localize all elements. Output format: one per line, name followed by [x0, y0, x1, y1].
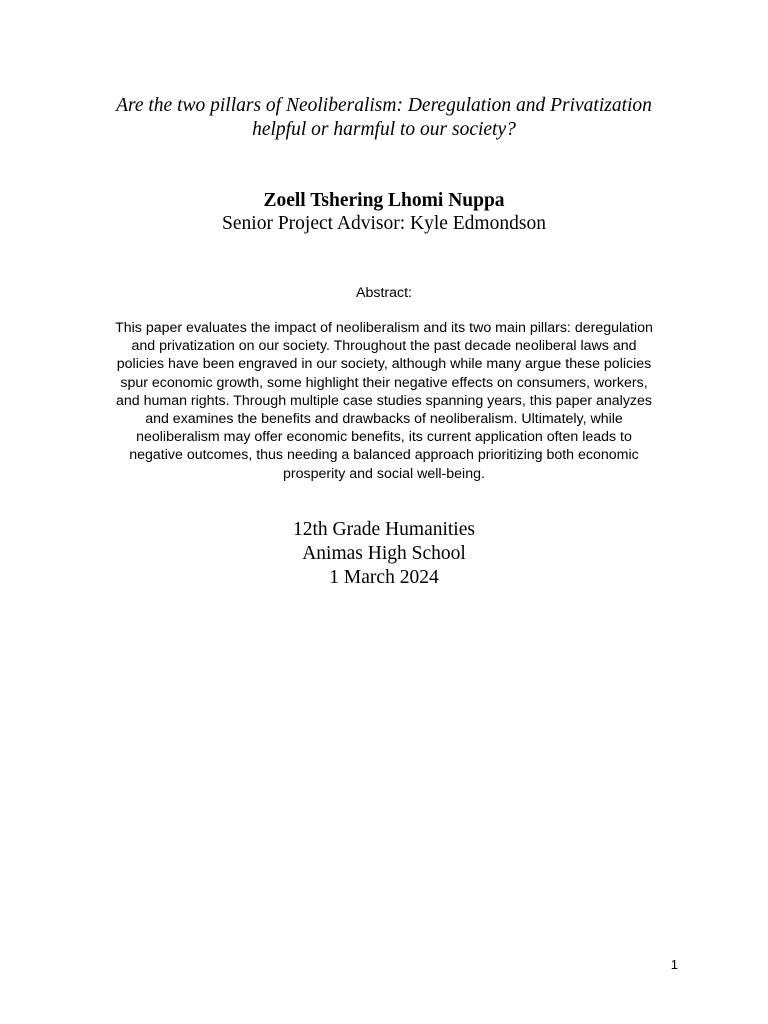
author-name: Zoell Tshering Lhomi Nuppa [263, 190, 505, 211]
abstract-line: negative outcomes, thus needing a balanced approach prioritizing both economic [129, 447, 639, 464]
submission-info [0, 518, 768, 590]
submission-date: 1 March 2024 [329, 567, 439, 588]
abstract-body [88, 319, 680, 483]
abstract-heading: Abstract: [356, 285, 412, 301]
paper-title-line: helpful or harmful to our society? [252, 119, 516, 140]
abstract-line: This paper evaluates the impact of neoliberalism and its two main pillars: deregulation [115, 320, 653, 336]
abstract-line: neoliberalism may offer economic benefits, its current application often leads to [136, 429, 632, 446]
abstract-line: and privatization on our society. Throughout the past decade neoliberal laws and [131, 338, 637, 355]
abstract-line: policies have been engraved in our society, although while many argue these policies [116, 356, 652, 373]
project-advisor: Senior Project Advisor: Kyle Edmondson [222, 213, 546, 234]
abstract-line: and human rights. Through multiple case studies spanning years, this paper analyzes [115, 392, 653, 409]
school-name: Animas High School [302, 543, 466, 564]
abstract-line: spur economic growth, some highlight their negative effects on consumers, workers, [120, 374, 648, 391]
page-number: 1 [670, 957, 678, 972]
paper-title-line: Are the two pillars of Neoliberalism: Deregulation and Privatization [116, 95, 652, 116]
course-name: 12th Grade Humanities [293, 519, 475, 540]
abstract-line: and examines the benefits and drawbacks of neoliberalism. Ultimately, while [145, 411, 623, 428]
abstract-line: prosperity and social well-being. [283, 465, 485, 482]
paper-title [60, 94, 708, 142]
